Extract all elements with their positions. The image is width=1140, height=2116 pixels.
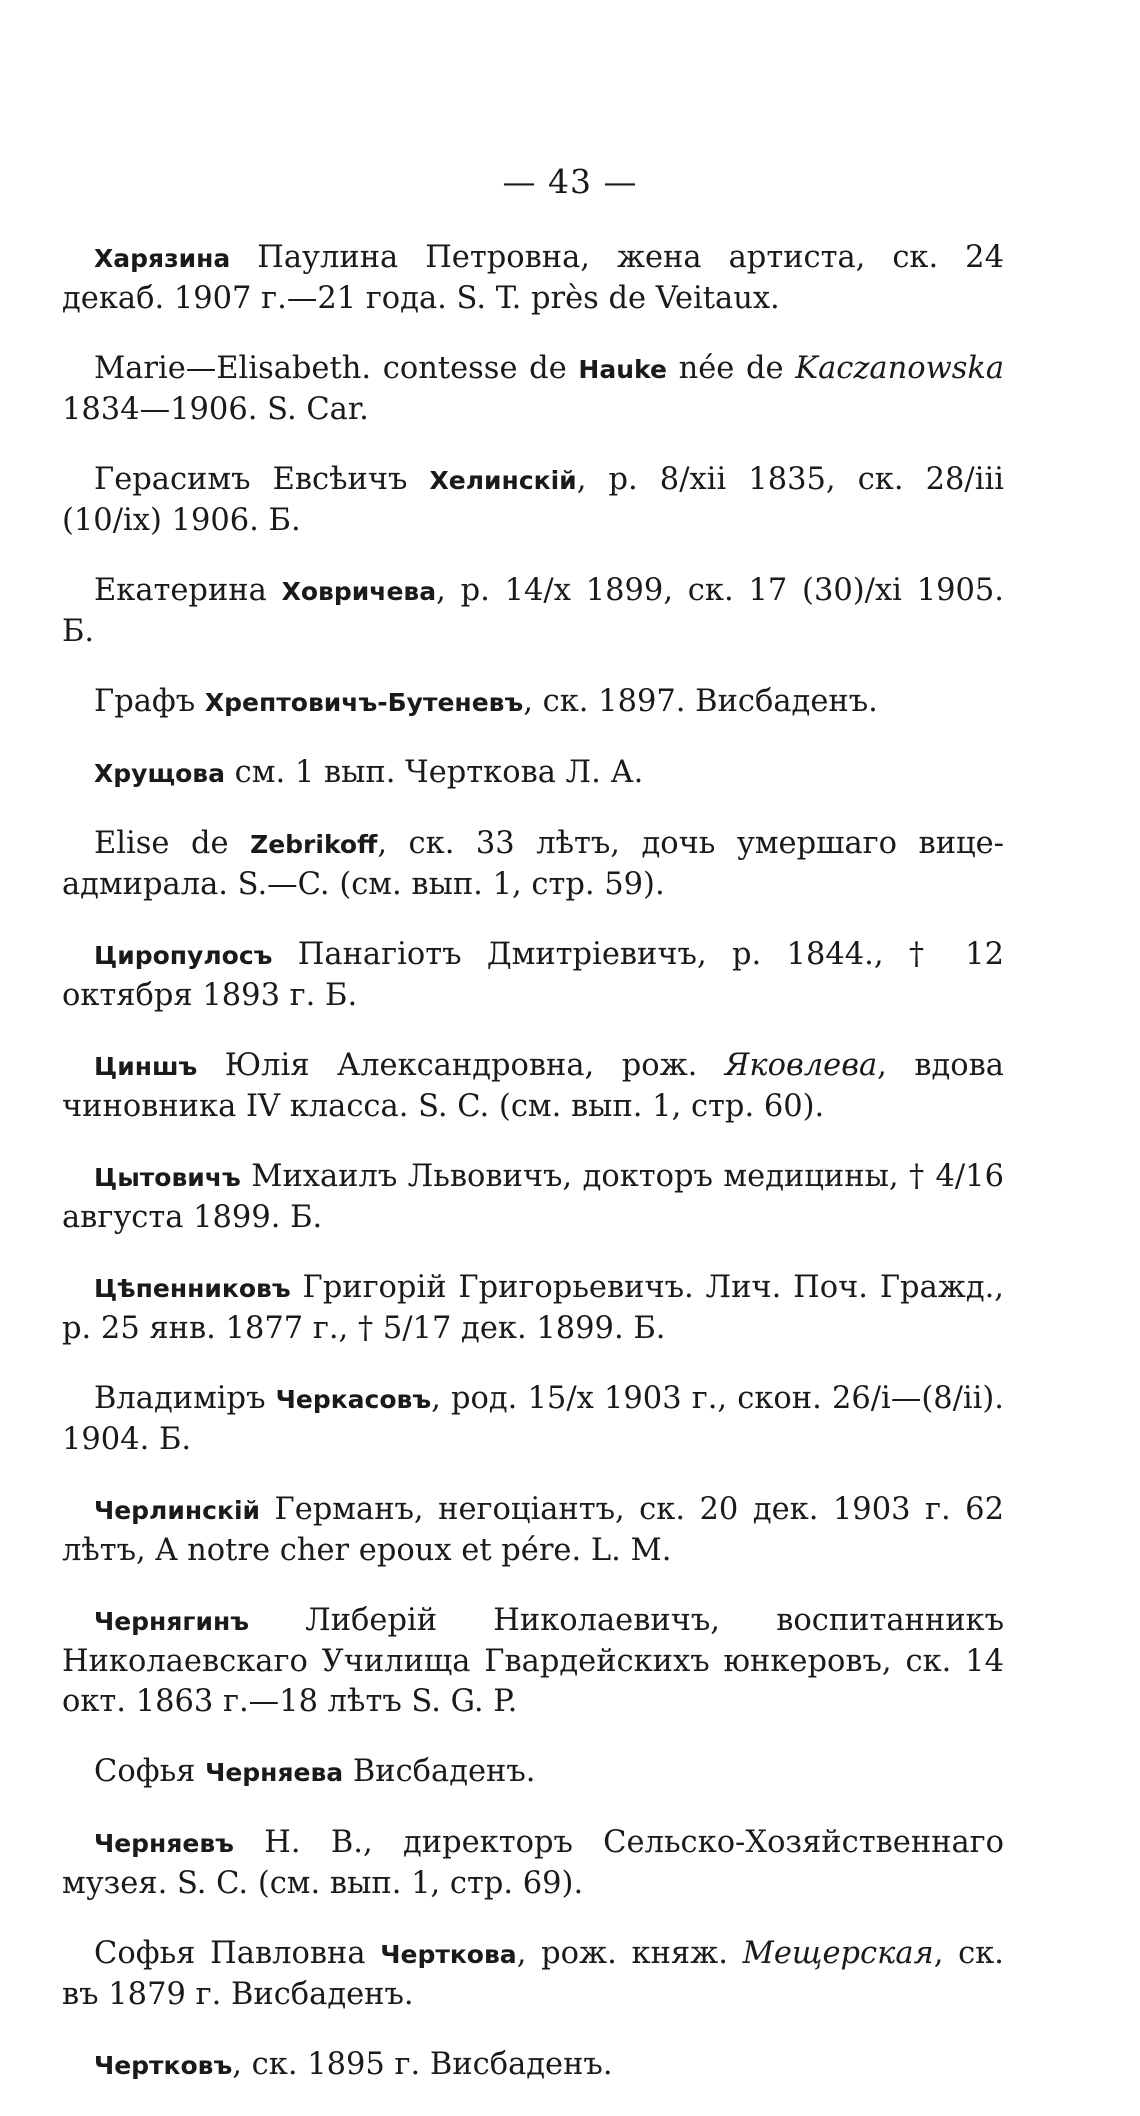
entry-tsepennikov — [62, 1268, 1004, 1349]
entry-text: Н. В., директоръ Сельско-Хозяйственнаго музея. S. C. (см. вып. 1, стр. 69). — [62, 1825, 1004, 1901]
entry-chernyaev — [62, 1823, 1004, 1904]
entry-surname: Хрущова — [94, 759, 225, 788]
entry-surname: Циншъ — [94, 1052, 198, 1081]
entry-surname: Черлинскій — [94, 1496, 261, 1525]
entry-text: Михаилъ Львовичъ, докторъ медицины, † 4/16 августа 1899. Б. — [62, 1159, 1004, 1235]
entry-surname: Черткова — [380, 1940, 517, 1969]
entry-khovricheva — [62, 571, 1004, 652]
entry-chernyagin — [62, 1601, 1004, 1722]
entry-kharyazina — [62, 238, 1004, 319]
entry-surname: Циропулосъ — [94, 941, 273, 970]
entry-text: , ск. въ 1879 г. Висбаденъ. — [62, 1936, 1005, 2012]
entry-prefix: Софья Павловна — [94, 1936, 381, 1971]
entry-prefix: Elise de — [94, 826, 251, 861]
entry-prefix: Софья — [94, 1754, 206, 1789]
entry-hauke — [62, 349, 1004, 430]
entry-maiden-name: Мещерская — [742, 1936, 934, 1971]
entry-text: Панагіотъ Дмитріевичъ, р. 1844., † 12 октября 1893 г. Б. — [62, 937, 1004, 1013]
entry-text: Григорій Григорьевичъ. Лич. Поч. Гражд., р. 25 янв. 1877 г., † 5/17 дек. 1899. Б. — [62, 1270, 1004, 1346]
entry-chertkov — [62, 2045, 1004, 2086]
entry-text: , рож. княж. — [516, 1936, 743, 1971]
entry-text: Германъ, негоціантъ, ск. 20 дек. 1903 г. 62 лѣтъ, A notre cher epoux et pére. L. M. — [62, 1492, 1004, 1568]
entry-surname: Ховричева — [281, 577, 437, 606]
entry-maiden-name: Яковлева — [724, 1048, 878, 1083]
entry-khelinsky — [62, 460, 1004, 541]
entry-prefix: Владиміръ — [94, 1381, 276, 1416]
entry-tsiropulos — [62, 935, 1004, 1016]
entry-khreptovich — [62, 682, 1004, 723]
entry-surname: Черняевъ — [94, 1829, 234, 1858]
entry-text: см. 1 вып. Черткова Л. А. — [224, 755, 644, 790]
entry-text: 1834—1906. S. Car. — [62, 392, 369, 427]
entry-surname: Zebrikoff — [250, 830, 378, 859]
entry-text: , р. 14/x 1899, ск. 17 (30)/xi 1905. Б. — [62, 573, 1005, 649]
entry-text: Либерій Николаевичъ, воспитанникъ Николаевскаго Училища Гвардейскихъ юнкеровъ, ск. 14 окт. 1863 г.—18 лѣтъ S. G. P. — [62, 1603, 1004, 1719]
entry-text: née de — [666, 351, 796, 386]
entry-chertkova — [62, 1934, 1004, 2015]
entry-tsytovich — [62, 1157, 1004, 1238]
entry-prefix: Графъ — [94, 684, 205, 719]
entry-surname: Черняева — [205, 1758, 344, 1787]
entry-text: , ск. 1897. Висбаденъ. — [523, 684, 878, 719]
entry-cherlinsky — [62, 1490, 1004, 1571]
entry-surname: Hauke — [578, 355, 667, 384]
entry-text: , род. 15/x 1903 г., скон. 26/i—(8/ii). 1904. Б. — [62, 1381, 1005, 1457]
entry-maiden-name: Kaczanowska — [795, 351, 1005, 386]
entry-surname: Цѣпенниковъ — [94, 1274, 291, 1303]
entry-text: Паулина Петровна, жена артиста, ск. 24 декаб. 1907 г.—21 года. S. T. près de Veitaux. — [62, 240, 1004, 316]
entry-text: , вдова чиновника IV класса. S. C. (см. вып. 1, стр. 60). — [62, 1048, 1004, 1124]
entry-text: , ск. 33 лѣтъ, дочь умершаго вице-адмирала. S.—C. (см. вып. 1, стр. 59). — [62, 826, 1004, 902]
entry-prefix: Герасимъ Евсѣичъ — [94, 462, 430, 497]
entry-surname: Черкасовъ — [275, 1385, 432, 1414]
entry-tsinsh — [62, 1046, 1004, 1127]
entry-chernyaeva — [62, 1752, 1004, 1793]
entry-list — [62, 238, 1004, 2116]
page-number: — 43 — — [502, 162, 638, 201]
entry-text: Юлія Александровна, рож. — [197, 1048, 725, 1083]
entry-surname: Хелинскій — [429, 466, 577, 495]
entry-text: Висбаденъ. — [343, 1754, 536, 1789]
entry-surname: Цытовичъ — [94, 1163, 241, 1192]
entry-text: , р. 8/xii 1835, ск. 28/iii (10/ix) 1906. Б. — [62, 462, 1004, 538]
entry-prefix: Екатерина — [94, 573, 282, 608]
entry-surname: Чертковъ — [94, 2051, 233, 2080]
entry-khrushchova — [62, 753, 1004, 794]
entry-zebrikoff — [62, 824, 1004, 905]
entry-surname: Чернягинъ — [94, 1607, 250, 1636]
entry-cherkasov — [62, 1379, 1004, 1460]
entry-surname: Хрептовичъ-Бутеневъ — [204, 688, 524, 717]
entry-text: , ск. 1895 г. Висбаденъ. — [232, 2047, 613, 2082]
entry-surname: Харязина — [94, 244, 231, 273]
entry-prefix: Marie—Elisabeth. contesse de — [94, 351, 579, 386]
